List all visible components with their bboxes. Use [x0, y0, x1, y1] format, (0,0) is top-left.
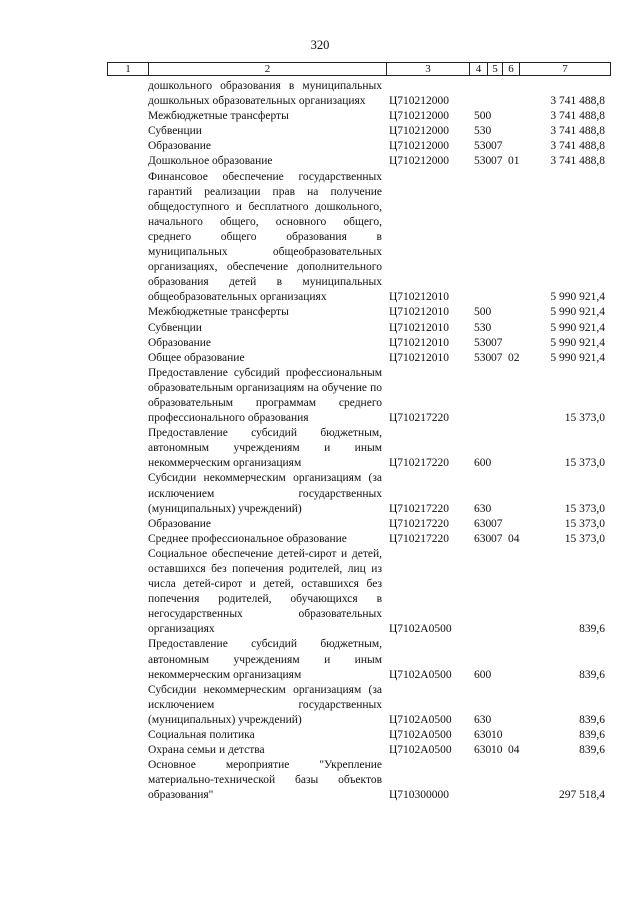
row-amount: 839,6: [579, 744, 605, 757]
table-row: [0, 728, 640, 743]
row-name: Охрана семьи и детства: [148, 744, 265, 757]
row-name: Социальная политика: [148, 729, 255, 742]
row-name: Предоставление субсидий бюджетным, автономным учреждениям и иным некоммерческим организациям: [148, 427, 382, 470]
row-target-code: Ц7102А0500: [389, 744, 452, 757]
row-amount: 5 990 921,4: [550, 321, 605, 334]
row-target-code: Ц710212000: [389, 125, 450, 138]
table-row: [0, 109, 640, 124]
row-target-code: Ц710217220: [389, 457, 450, 470]
row-subsection: 02: [508, 351, 520, 364]
row-amount: 839,6: [579, 713, 605, 726]
row-expense-type: 630: [474, 517, 492, 530]
row-amount: 5 990 921,4: [550, 351, 605, 364]
row-subsection: 04: [508, 532, 520, 545]
table-row: [0, 336, 640, 351]
budget-table-body: [0, 79, 640, 804]
row-target-code: Ц710212000: [389, 155, 450, 168]
row-target-code: Ц710212000: [389, 110, 450, 123]
row-section: 10: [491, 729, 503, 742]
table-row: [0, 321, 640, 336]
row-amount: 3 741 488,8: [550, 110, 605, 123]
table-row: [0, 426, 640, 471]
row-expense-type: 600: [474, 668, 492, 681]
row-name: Основное мероприятие "Укрепление материально-технической базы объектов образования": [148, 759, 382, 802]
row-expense-type: 500: [474, 306, 492, 319]
row-name: Среднее профессиональное образование: [148, 532, 347, 545]
row-name: дошкольного образования в муниципальных дошкольных образовательных организациях: [148, 80, 382, 108]
row-target-code: Ц710212000: [389, 140, 450, 153]
row-expense-type: 630: [474, 532, 492, 545]
table-row: [0, 351, 640, 366]
row-name: Субсидии некоммерческим организациям (за исключением государственных (муниципальных) учреждений): [148, 472, 382, 515]
row-amount: 3 741 488,8: [550, 140, 605, 153]
table-row: [0, 758, 640, 803]
row-section: 07: [491, 532, 503, 545]
row-amount: 3 741 488,8: [550, 95, 605, 108]
table-row: [0, 366, 640, 426]
table-row: [0, 637, 640, 682]
row-name: Образование: [148, 140, 212, 153]
row-expense-type: 500: [474, 110, 492, 123]
row-expense-type: 530: [474, 155, 492, 168]
table-row: [0, 170, 640, 306]
row-amount: 5 990 921,4: [550, 306, 605, 319]
row-section: 07: [491, 351, 503, 364]
row-name: Финансовое обеспечение государственных гарантий реализации прав на получение общедоступного и бесплатного дошкольного, начального общего, основного общего, среднего общего образования в муниципальных общеобразовательных организациях, обеспечение дополнительного образования детей в муниципальных общеобразовательных организациях: [148, 170, 382, 304]
table-row: [0, 517, 640, 532]
row-name: Субсидии некоммерческим организациям (за исключением государственных (муниципальных) учреждений): [148, 683, 382, 726]
row-target-code: Ц7102А0500: [389, 713, 452, 726]
table-row: [0, 124, 640, 139]
row-name: Дошкольное образование: [148, 155, 273, 168]
row-amount: 839,6: [579, 729, 605, 742]
table-row: [0, 547, 640, 638]
row-section: 07: [491, 155, 503, 168]
row-target-code: Ц710217220: [389, 412, 450, 425]
row-name: Межбюджетные трансферты: [148, 306, 289, 319]
row-amount: 15 373,0: [564, 532, 605, 545]
row-target-code: Ц710212010: [389, 336, 450, 349]
row-target-code: Ц710217220: [389, 502, 450, 515]
row-amount: 839,6: [579, 623, 605, 636]
row-amount: 3 741 488,8: [550, 125, 605, 138]
table-row: [0, 154, 640, 169]
row-section: 07: [491, 140, 503, 153]
row-amount: 15 373,0: [564, 412, 605, 425]
table-row: [0, 683, 640, 728]
row-name: Предоставление субсидий профессиональным образовательным организациям на обучение по образовательным программам среднего профессионального образования: [148, 366, 382, 425]
row-amount: 15 373,0: [564, 502, 605, 515]
row-name: Социальное обеспечение детей-сирот и детей, оставшихся без попечения родителей, лиц из числа детей-сирот и детей, оставшихся без попечения родителей, обучающихся в негосударственных образовательных организациях: [148, 547, 382, 636]
row-expense-type: 630: [474, 502, 492, 515]
row-target-code: Ц710217220: [389, 532, 450, 545]
row-amount: 15 373,0: [564, 517, 605, 530]
row-expense-type: 630: [474, 744, 492, 757]
row-section: 10: [491, 744, 503, 757]
row-subsection: 01: [508, 155, 520, 168]
table-row: [0, 532, 640, 547]
row-target-code: Ц710212010: [389, 291, 450, 304]
row-expense-type: 600: [474, 457, 492, 470]
row-name: Предоставление субсидий бюджетным, автономным учреждениям и иным некоммерческим организациям: [148, 638, 382, 681]
row-amount: 297 518,4: [559, 789, 605, 802]
header-col-4: 4: [470, 63, 488, 75]
header-col-5: 5: [488, 63, 503, 75]
row-target-code: Ц7102А0500: [389, 668, 452, 681]
row-amount: 15 373,0: [564, 457, 605, 470]
row-expense-type: 530: [474, 125, 492, 138]
header-col-2: 2: [149, 63, 387, 75]
row-expense-type: 530: [474, 321, 492, 334]
row-name: Межбюджетные трансферты: [148, 110, 289, 123]
row-expense-type: 630: [474, 729, 492, 742]
row-name: Общее образование: [148, 351, 245, 364]
header-col-6: 6: [503, 63, 520, 75]
row-target-code: Ц710212010: [389, 306, 450, 319]
table-header-row: [107, 62, 611, 76]
table-row: [0, 305, 640, 320]
row-target-code: Ц7102А0500: [389, 623, 452, 636]
row-target-code: Ц710300000: [389, 789, 450, 802]
header-col-3: 3: [387, 63, 470, 75]
row-section: 07: [491, 517, 503, 530]
header-col-1: 1: [108, 63, 149, 75]
row-target-code: Ц710217220: [389, 517, 450, 530]
row-target-code: Ц710212000: [389, 95, 450, 108]
row-subsection: 04: [508, 744, 520, 757]
row-name: Образование: [148, 336, 212, 349]
row-amount: 5 990 921,4: [550, 336, 605, 349]
row-target-code: Ц710212010: [389, 321, 450, 334]
row-amount: 839,6: [579, 668, 605, 681]
row-target-code: Ц7102А0500: [389, 729, 452, 742]
row-amount: 5 990 921,4: [550, 291, 605, 304]
row-name: Субвенции: [148, 125, 202, 138]
header-col-7: 7: [562, 63, 568, 75]
row-expense-type: 630: [474, 713, 492, 726]
row-name: Субвенции: [148, 321, 202, 334]
table-row: [0, 139, 640, 154]
row-expense-type: 530: [474, 140, 492, 153]
row-amount: 3 741 488,8: [550, 155, 605, 168]
table-row: [0, 471, 640, 516]
table-row: [0, 79, 640, 109]
row-name: Образование: [148, 517, 212, 530]
table-row: [0, 743, 640, 758]
row-expense-type: 530: [474, 336, 492, 349]
row-expense-type: 530: [474, 351, 492, 364]
row-section: 07: [491, 336, 503, 349]
row-target-code: Ц710212010: [389, 351, 450, 364]
page-number: 320: [310, 38, 330, 52]
